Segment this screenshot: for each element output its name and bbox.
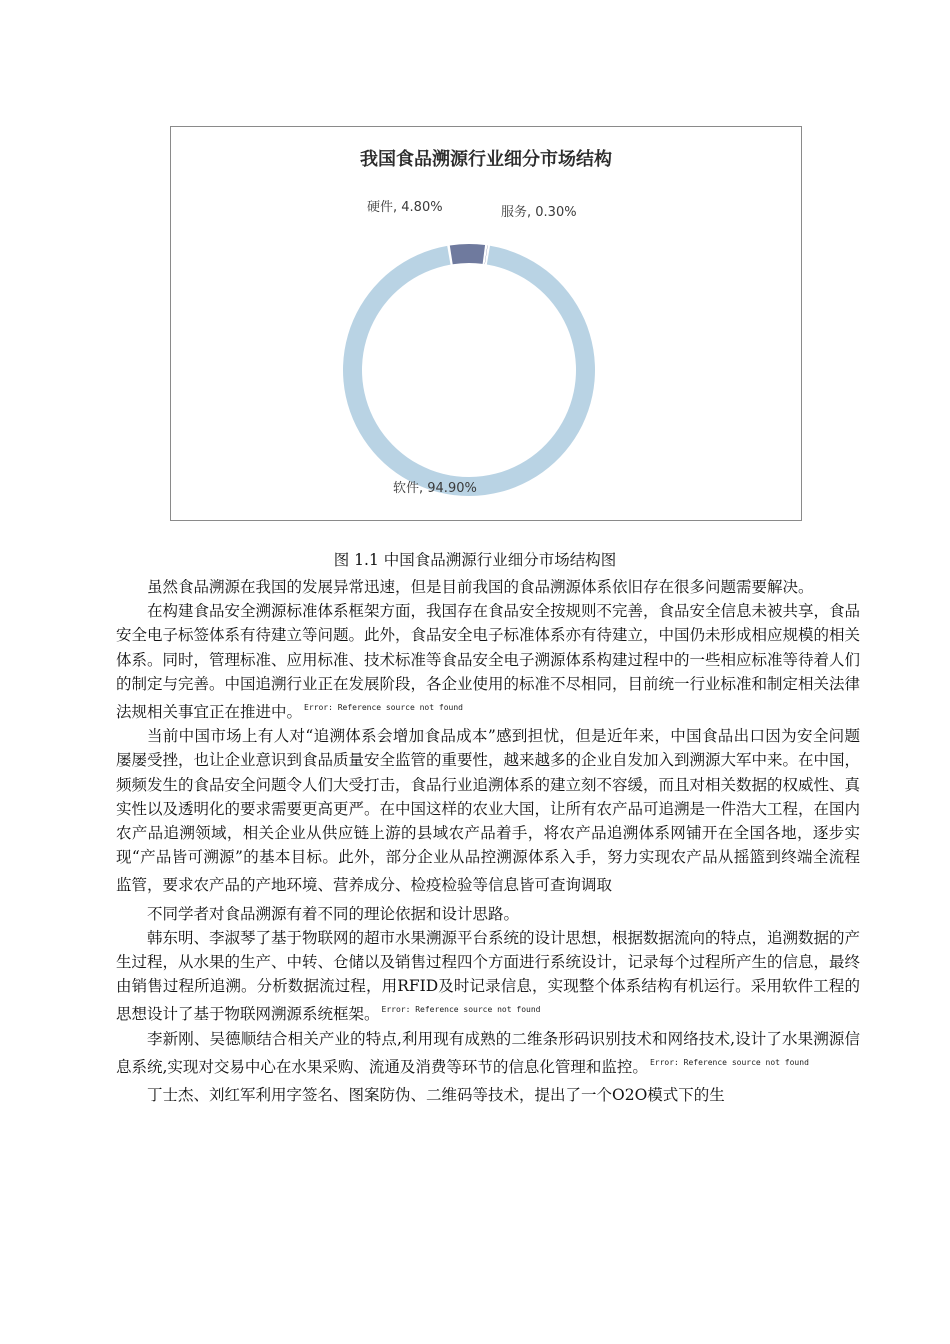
paragraph-text: 不同学者对食品溯源有着不同的理论依据和设计思路。 <box>147 904 520 923</box>
figure-caption: 图 1.1 中国食品溯源行业细分市场结构图 <box>333 551 617 569</box>
paragraph-text: 在构建食品安全溯源标准体系框架方面，我国存在食品安全按规则不完善，食品安全信息未被共享，食品安全电子标签体系有待建立等问题。此外，食品安全电子标准体系亦有待建立，中国仍未形成相应规模的相关体系。同时，管理标准、应用标准、技术标准等食品安全电子溯源体系构建过程中的一些相应标准等待着人们的制定与完善。中国追溯行业正在发展阶段，各企业使用的标准不尽相同，目前统一行业标准和制定相关法律法规相关事宜正在推进中。 <box>116 602 861 722</box>
paragraph-text: 虽然食品溯源在我国的发展异常迅速，但是目前我国的食品溯源体系依旧存在很多问题需要解决。 <box>147 578 814 596</box>
paragraph-text: 丁士杰、刘红军利用字签名、图案防伪、二维码等技术，提出了一个O2O模式下的生 <box>147 1086 725 1105</box>
slice-label: 服务, 0.30% <box>501 205 577 220</box>
slice-label: 软件, 94.90% <box>393 481 477 496</box>
donut-slice-服务 <box>485 245 488 264</box>
paragraph <box>116 571 860 599</box>
reference-error: Error: Reference source not found <box>304 703 463 713</box>
paragraph-text: 当前中国市场上有人对“追溯体系会增加食品成本”感到担忧，但是近年来，中国食品出口因为安全问题屡屡受挫，也让企业意识到食品质量安全监管的重要性，越来越多的企业自发加入到溯源大军中来。在中国，频频发生的食品安全问题令人们大受打击，食品行业追溯体系的建立刻不容缓，而且对相关数据的权威性、真实性以及透明化的要求需要更高更严。在中国这样的农业大国，让所有农产品可追溯是一件浩大工程，在国内农产品追溯领域，相关企业从供应链上游的县域农产品着手，将农产品追溯体系网铺开在全国各地，逐步实现“产品皆可溯源”的基本目标。此外，部分企业从品控溯源体系入手，努力实现农产品从摇篮到终端全流程监管，要求农产品的产地环境、营养成分、检疫检验等信息皆可查询调取 <box>116 727 861 895</box>
paragraph <box>116 898 860 926</box>
paragraph-text: 李新刚、吴德顺结合相关产业的特点,利用现有成熟的二维条形码识别技术和网络技术,设计了水果溯源信息系统,实现对交易中心在水果采购、流通及消费等环节的信息化管理和监控。 <box>116 1029 860 1076</box>
paragraph <box>116 724 860 897</box>
chart-frame <box>170 126 802 521</box>
body-text <box>116 571 860 1107</box>
paragraph <box>116 926 860 1027</box>
donut-chart <box>171 127 801 520</box>
donut-slice-软件 <box>343 246 595 496</box>
paragraph <box>116 1079 860 1107</box>
donut-slice-硬件 <box>450 244 485 264</box>
reference-error: Error: Reference source not found <box>649 1057 809 1067</box>
slice-label: 硬件, 4.80% <box>367 200 443 215</box>
reference-error: Error: Reference source not found <box>381 1005 541 1015</box>
paragraph <box>116 599 860 724</box>
chart-title: 我国食品溯源行业细分市场结构 <box>360 149 612 170</box>
paragraph-text: 韩东明、李淑琴了基于物联网的超市水果溯源平台系统的设计思想，根据数据流向的特点，追溯数据的产生过程，从水果的生产、中转、仓储以及销售过程四个方面进行系统设计，记录每个过程所产生的信息，最终由销售过程所追溯。分析数据流过程，用RFID及时记录信息，实现整个体系结构有机运行。采用软件工程的思想设计了基于物联网溯源系统框架。 <box>116 928 861 1024</box>
paragraph <box>116 1027 860 1079</box>
